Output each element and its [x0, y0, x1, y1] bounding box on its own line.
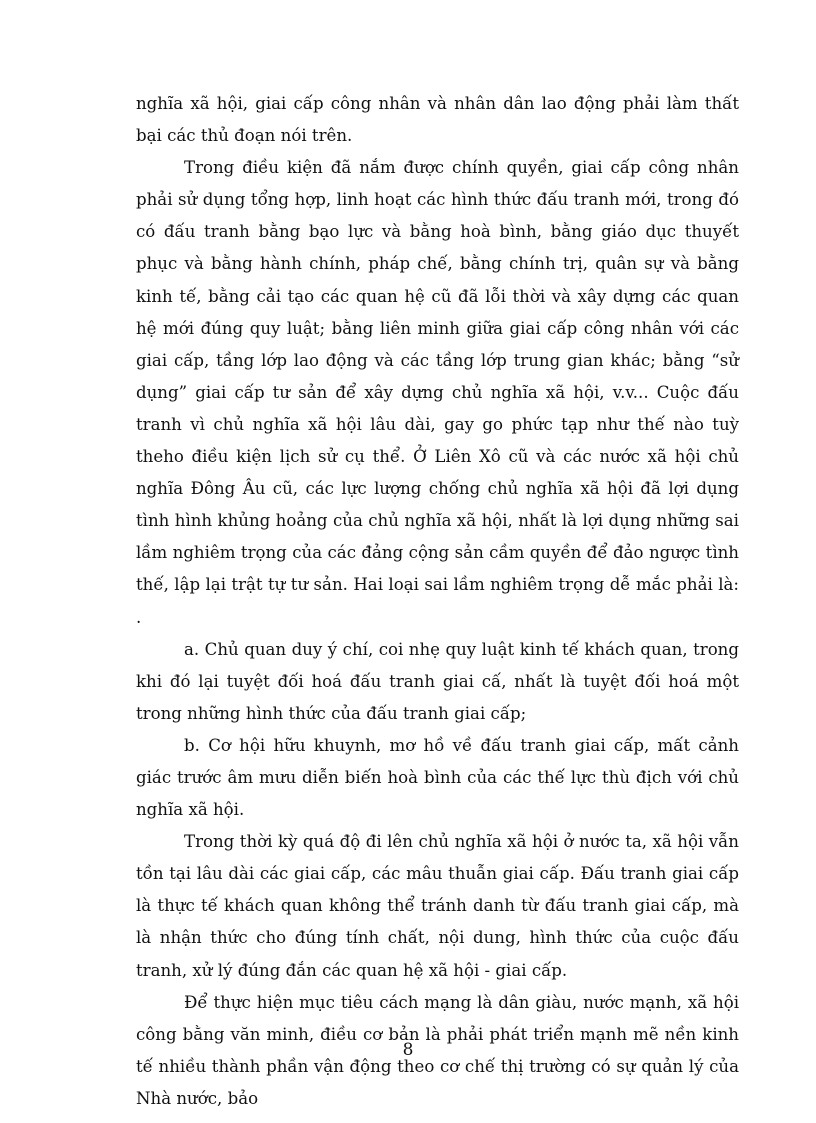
paragraph-transition-period: Trong thời kỳ quá độ đi lên chủ nghĩa xã hội ở nước ta, xã hội vẫn tồn tại lâu dài các giai cấp, các mâu thuẫn giai cấp. Đấu tranh giai cấp là thực tế khách quan không thể tránh danh từ đấu tranh giai cấp, mà là nhận thức cho đúng tính chất, nội dung, hình thức của cuộc đấu tranh, xử lý đúng đắn các quan hệ xã hội - giai cấp.	[136, 832, 739, 980]
page-number: 8	[402, 1040, 414, 1060]
document-body	[136, 88, 739, 1115]
paragraph-struggle-forms: Trong điều kiện đã nắm được chính quyền, giai cấp công nhân phải sử dụng tổng hợp, linh hoạt các hình thức đấu tranh mới, trong đó có đấu tranh bằng bạo lực và bằng hoà bình, bằng giáo dục thuyết phục và bằng hành chính, pháp chế, bằng chính trị, quân sự và bằng kinh tế, bằng cải tạo các quan hệ cũ đã lỗi thời và xây dựng các quan hệ mới đúng quy luật; bằng liên minh giữa giai cấp công nhân với các giai cấp, tầng lớp lao động và các tầng lớp trung gian khác; bằng “sử dụng” giai cấp tư sản để xây dựng chủ nghĩa xã hội, v.v... Cuộc đấu tranh vì chủ nghĩa xã hội lâu dài, gay go phức tạp như thế nào tuỳ theho điều kiện lịch sử cụ thể. Ở Liên Xô cũ và các nước xã hội chủ nghĩa Đông Âu cũ, các lực lượng chống chủ nghĩa xã hội đã lợi dụng tình hình khủng hoảng của chủ nghĩa xã hội, nhất là lợi dụng những sai lầm nghiêm trọng của các đảng cộng sản cầm quyền để đảo ngược tình thế, lập lại trật tự tư sản. Hai loại sai lầm nghiêm trọng dễ mắc phải là: .	[136, 158, 739, 627]
paragraph-continuation: nghĩa xã hội, giai cấp công nhân và nhân dân lao động phải làm thất bại các thủ đoạn nói trên.	[136, 94, 739, 146]
paragraph-mistake-b: b. Cơ hội hữu khuynh, mơ hồ về đấu tranh giai cấp, mất cảnh giác trước âm mưu diễn biến hoà bình của các thế lực thù địch với chủ nghĩa xã hội.	[136, 735, 739, 820]
paragraph-revolution-goal: Để thực hiện mục tiêu cách mạng là dân giàu, nước mạnh, xã hội công bằng văn minh, điều cơ bản là phải phát triển mạnh mẽ nền kinh tế nhiều thành phần vận động theo cơ chế thị trường có sự quản lý của Nhà nước, bảo	[136, 992, 739, 1108]
paragraph-mistake-a: a. Chủ quan duy ý chí, coi nhẹ quy luật kinh tế khách quan, trong khi đó lại tuyệt đối hoá đấu tranh giai cấ, nhất là tuyệt đối hoá một trong những hình thức của đấu tranh giai cấp;	[136, 639, 739, 723]
